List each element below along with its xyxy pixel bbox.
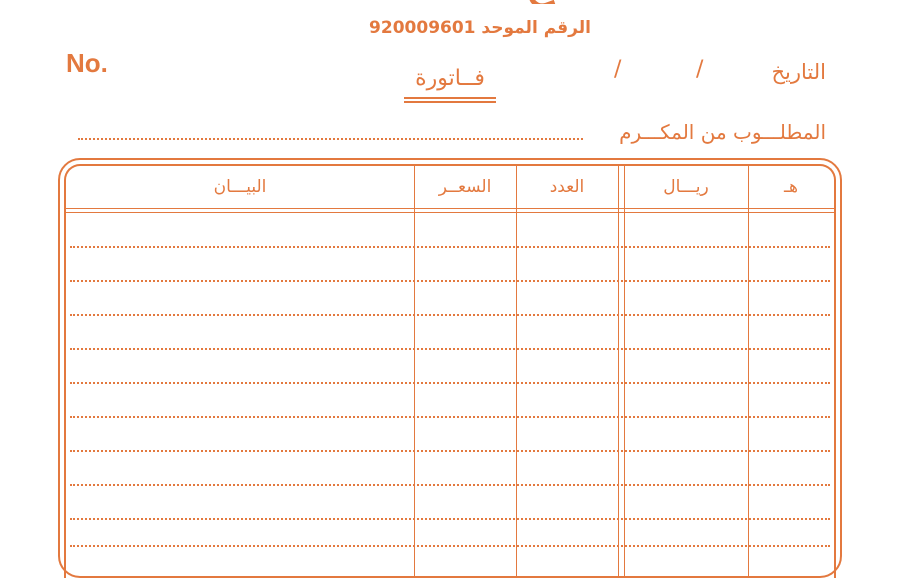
column-divider — [516, 166, 517, 578]
table-row[interactable] — [70, 280, 830, 282]
table-inner-border — [64, 164, 836, 578]
title-underline — [404, 101, 496, 103]
table-row[interactable] — [70, 382, 830, 384]
title-underline — [404, 97, 496, 99]
table-row[interactable] — [70, 348, 830, 350]
column-header-quantity: العدد — [549, 177, 585, 197]
column-divider — [748, 166, 749, 578]
unified-number: الرقم الموحد 920009601 — [369, 18, 591, 38]
column-header-description: البيـــان — [213, 177, 267, 197]
table-row[interactable] — [70, 314, 830, 316]
table-row[interactable] — [70, 416, 830, 418]
invoice-title: فــاتورة — [415, 66, 485, 91]
requested-from-label: المطلـــوب من المكـــرم — [619, 120, 826, 144]
items-table — [58, 158, 842, 578]
column-header-price: السعــر — [438, 177, 492, 197]
table-row[interactable] — [70, 246, 830, 248]
table-row[interactable] — [70, 484, 830, 486]
column-header-riyal: ريـــال — [663, 177, 709, 197]
date-separator: / — [696, 57, 704, 82]
column-divider — [624, 166, 625, 578]
requested-from-field[interactable] — [78, 138, 583, 140]
date-separator: / — [614, 57, 622, 82]
column-header-halala: هـ — [784, 177, 798, 197]
column-divider — [414, 166, 415, 578]
header-rule — [66, 212, 834, 213]
header-decoration — [115, 0, 840, 4]
table-row[interactable] — [70, 545, 830, 547]
invoice-number-label: No. — [66, 48, 108, 78]
column-divider — [618, 166, 619, 578]
header-rule — [66, 208, 834, 209]
table-row[interactable] — [70, 450, 830, 452]
logo-swirl — [527, 0, 555, 4]
date-label: التاريخ — [771, 60, 826, 84]
table-row[interactable] — [70, 518, 830, 520]
